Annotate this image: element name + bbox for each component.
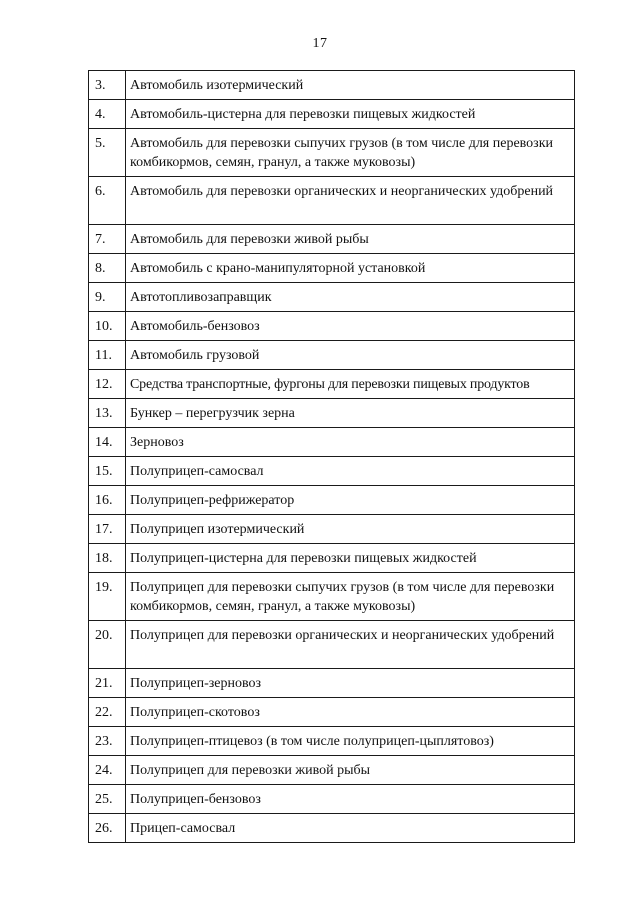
table-row [89, 225, 575, 254]
table-row [89, 312, 575, 341]
row-number: 16. [89, 486, 126, 515]
row-name: Автомобиль для перевозки сыпучих грузов (в том числе для перевозки комбикормов, семян, гранул, а также муковозы) [126, 129, 575, 177]
row-name: Полуприцеп для перевозки сыпучих грузов (в том числе для перевозки комбикормов, семян, гранул, а также муковозы) [126, 573, 575, 621]
row-number: 6. [89, 177, 126, 225]
row-name: Автотопливозаправщик [126, 283, 575, 312]
row-name: Полуприцеп-цистерна для перевозки пищевых жидкостей [126, 544, 575, 573]
row-name: Полуприцеп для перевозки органических и неорганических удобрений [126, 621, 575, 669]
row-number: 26. [89, 814, 126, 843]
table-row [89, 370, 575, 399]
row-number: 15. [89, 457, 126, 486]
row-number: 11. [89, 341, 126, 370]
table-row [89, 785, 575, 814]
row-number: 23. [89, 727, 126, 756]
table-row [89, 177, 575, 225]
row-number: 10. [89, 312, 126, 341]
row-name: Полуприцеп-зерновоз [126, 669, 575, 698]
row-name: Прицеп-самосвал [126, 814, 575, 843]
row-number: 9. [89, 283, 126, 312]
vehicle-list-table [88, 70, 575, 843]
row-name: Полуприцеп-бензовоз [126, 785, 575, 814]
row-name: Полуприцеп-самосвал [126, 457, 575, 486]
table-row [89, 698, 575, 727]
row-number: 21. [89, 669, 126, 698]
row-number: 4. [89, 100, 126, 129]
row-number: 22. [89, 698, 126, 727]
row-number: 8. [89, 254, 126, 283]
row-name: Полуприцеп-птицевоз (в том числе полуприцеп-цыплятовоз) [126, 727, 575, 756]
table-row [89, 428, 575, 457]
table-row [89, 486, 575, 515]
table-row [89, 669, 575, 698]
page-number: 17 [312, 36, 328, 51]
row-number: 20. [89, 621, 126, 669]
row-name: Автомобиль для перевозки живой рыбы [126, 225, 575, 254]
table-row [89, 814, 575, 843]
row-number: 14. [89, 428, 126, 457]
row-number: 25. [89, 785, 126, 814]
table-row [89, 129, 575, 177]
row-number: 13. [89, 399, 126, 428]
row-name: Автомобиль для перевозки органических и неорганических удобрений [126, 177, 575, 225]
row-number: 19. [89, 573, 126, 621]
row-number: 18. [89, 544, 126, 573]
table-row [89, 515, 575, 544]
row-name: Автомобиль-бензовоз [126, 312, 575, 341]
row-name: Средства транспортные, фургоны для перевозки пищевых продуктов [126, 370, 575, 399]
row-name: Полуприцеп изотермический [126, 515, 575, 544]
row-name: Зерновоз [126, 428, 575, 457]
row-name: Автомобиль-цистерна для перевозки пищевых жидкостей [126, 100, 575, 129]
row-name: Автомобиль грузовой [126, 341, 575, 370]
table-row [89, 727, 575, 756]
table-row [89, 399, 575, 428]
row-name: Автомобиль изотермический [126, 71, 575, 100]
row-number: 3. [89, 71, 126, 100]
table-row [89, 756, 575, 785]
table-row [89, 621, 575, 669]
table-row [89, 100, 575, 129]
row-number: 7. [89, 225, 126, 254]
table-row [89, 71, 575, 100]
table-row [89, 341, 575, 370]
row-name: Полуприцеп для перевозки живой рыбы [126, 756, 575, 785]
row-number: 12. [89, 370, 126, 399]
table-row [89, 544, 575, 573]
row-number: 17. [89, 515, 126, 544]
row-name: Полуприцеп-рефрижератор [126, 486, 575, 515]
row-name: Автомобиль с крано-манипуляторной установкой [126, 254, 575, 283]
row-number: 24. [89, 756, 126, 785]
table-row [89, 457, 575, 486]
row-name: Полуприцеп-скотовоз [126, 698, 575, 727]
row-name: Бункер – перегрузчик зерна [126, 399, 575, 428]
table-row [89, 573, 575, 621]
row-number: 5. [89, 129, 126, 177]
table-row [89, 283, 575, 312]
table-row [89, 254, 575, 283]
